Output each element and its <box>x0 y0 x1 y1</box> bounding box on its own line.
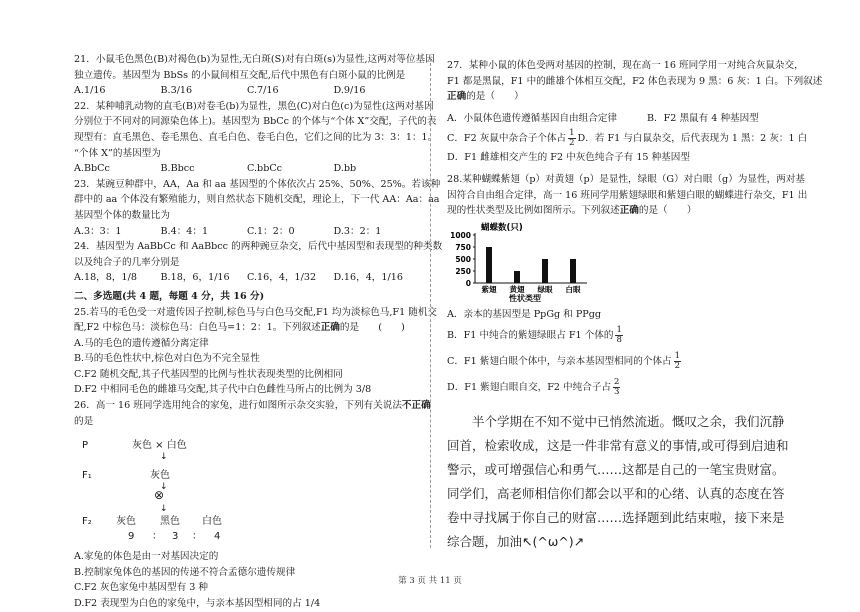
q24-option-b[interactable]: B.18，6，1/16 <box>160 272 230 284</box>
q25-tail: 的是 ( ) <box>339 322 405 334</box>
q21-option-d[interactable]: D.9/16 <box>333 85 366 97</box>
q27-options-cd <box>447 126 808 150</box>
bar-chart-svg <box>447 221 597 303</box>
q21-option-b[interactable]: B.3/16 <box>160 85 193 97</box>
q28-line-3 <box>447 203 792 219</box>
q27-tail: 的是（ ） <box>466 91 524 103</box>
chart-bar <box>542 259 548 283</box>
q21-options <box>74 83 420 99</box>
q26-line-2: 的是 <box>74 415 94 427</box>
q28-option-a[interactable]: A．亲本的基因型是 PpGg 和 PPgg <box>447 308 602 320</box>
q26-option-b[interactable]: B.控制家兔体色的基因的传递不符合孟德尔遗传规律 <box>74 566 296 578</box>
q22-line-3: 现型有：直毛黑色、卷毛黑色、直毛白色、卷毛白色，它们之间的比为 3：3：1：1。 <box>74 131 438 143</box>
q28-option-c-text: C．F1 紫翅白眼个体中，与亲本基因型相同的个体占 <box>447 355 672 367</box>
diagram-f1-label: F₁ <box>82 470 92 482</box>
diagram-f2-ratio-2: 3 <box>172 531 179 543</box>
diagram-f2-label: F₂ <box>82 516 92 528</box>
q24-line-1: 24．基因型为 AaBbCc 和 AaBbcc 的两种豌豆杂交，后代中基因型和表现型的种类数 <box>74 241 443 253</box>
diagram-f2-ratio-1: 9 <box>128 531 135 543</box>
q25-option-c[interactable]: C.F2 随机交配,其子代基因型的比例与性状表现类型的比例相同 <box>74 368 343 380</box>
q23-option-c[interactable]: C.1：2：0 <box>247 225 295 237</box>
diagram-f2-pheno-3: 白色 <box>202 516 222 528</box>
q26-line-1 <box>74 398 431 414</box>
q22-option-d[interactable]: D.bb <box>333 163 357 175</box>
arrow-down-icon: ↓ <box>160 452 168 463</box>
q28-option-d-fraction <box>613 378 620 397</box>
q24-line-2: 以及纯合子的几率分别是 <box>74 256 180 268</box>
chart-y-tick-label: 250 <box>455 266 471 276</box>
q27-line-1: 27．某种小鼠的体色受两对基因的控制，现在高一 16 班同学用一对纯合灰鼠杂交， <box>447 60 804 71</box>
q26-option-d[interactable]: D.F2 表现型为白色的家兔中，与亲本基因型相同的占 1/4 <box>74 598 321 610</box>
fraction-numerator: 1 <box>569 127 575 138</box>
chart-y-tick-label: 1000 <box>450 230 471 240</box>
q23-line-3: 基因型个体的数量比为 <box>74 209 170 221</box>
chart-category-label: 白眼 <box>565 284 581 294</box>
q28-tail: 的是（ ） <box>638 205 697 217</box>
q27-option-c-text: C．F2 灰鼠中杂合子个体占 <box>447 132 567 144</box>
q25-option-d[interactable]: D.F2 中相同毛色的雌雄马交配,其子代中白色雌性马所占的比例为 3/8 <box>74 384 372 396</box>
q27-emphasis: 正确 <box>447 91 467 103</box>
q25-emphasis: 正确 <box>320 322 340 334</box>
q28-emphasis: 正确 <box>619 205 639 217</box>
q27-option-c-fraction <box>568 129 575 148</box>
arrow-down-icon: ↓ <box>160 504 168 515</box>
q27-option-c[interactable] <box>447 129 578 148</box>
q24-options <box>74 270 420 286</box>
butterfly-bar-chart <box>447 221 792 303</box>
q28-line-2: 因符合自由组合定律，高一 16 班同学用紫翅绿眼和紫翅白眼的蝴蝶进行杂交，F1 出 <box>447 189 808 201</box>
diagram-p-cross: 灰色 × 白色 <box>132 440 187 452</box>
q22-options <box>74 161 420 177</box>
closing-message: 半个学期在不知不觉中已悄然流逝。慨叹之余，我们沉静回首，检索收成，这是一件非常有意义的事情,或可得到启迪和警示，或可增强信心和勇气……这都是自己的一笔宝贵财富。同学们，高老师相信你们都会以平和的心绪、认真的态度在答卷中寻找属于你自己的财富……选择题到此结束啦，接下来是综合题，加油↖(^ω^)↗ <box>447 414 789 550</box>
fraction-denominator: 2 <box>569 137 575 148</box>
q22-option-a[interactable]: A.BbCc <box>74 163 110 175</box>
q24-option-c[interactable]: C.16，4，1/32 <box>247 272 317 284</box>
right-column <box>447 58 823 554</box>
chart-y-tick-label: 500 <box>455 254 471 264</box>
q28-option-d[interactable] <box>447 374 792 400</box>
q28-option-b[interactable] <box>447 322 792 348</box>
q23-option-d[interactable]: D.3：2：1 <box>333 225 382 237</box>
q22-line-1: 22．某种哺乳动物的直毛(B)对卷毛(b)为显性，黑色(C)对白色(c)为显性(这两对基因 <box>74 100 434 112</box>
q25-option-b[interactable]: B.马的毛色性状中,棕色对白色为不完全显性 <box>74 353 260 365</box>
chart-category-label: 黄翅 <box>509 284 525 294</box>
q21-line-2: 独立遗传。基因型为 BbSs 的小鼠间相互交配,后代中黑色有白斑小鼠的比例是 <box>74 69 406 81</box>
chart-y-tick-label: 750 <box>455 242 471 252</box>
cross-diagram <box>74 432 420 547</box>
q25-option-a[interactable]: A.马的毛色的遗传遵循分离定律 <box>74 337 209 349</box>
chart-xlabel: 性状类型 <box>509 293 541 303</box>
q28-line-1: 28.某种蝴蝶紫翅（p）对黄翅（p）是显性，绿眼（G）对白眼（g）为显性，两对基 <box>447 173 805 185</box>
q27-option-a[interactable]: A．小鼠体色遗传遵循基因自由组合定律 <box>447 112 618 124</box>
q23-option-b[interactable]: B.4：4：1 <box>160 225 209 237</box>
chart-category-label: 绿眼 <box>537 284 553 294</box>
fraction-numerator: 2 <box>614 376 620 387</box>
q23-line-2: 群中的 aa 个体没有繁殖能力，则自然状态下随机交配，理论上，下一代 AA：Aa：aa <box>74 194 440 206</box>
q22-line-2: 分别位于不同对的同源染色体上)。基因型为 BbCc 的个体与“个体 X”交配，子代的表 <box>74 116 437 128</box>
q26-option-c[interactable]: C.F2 灰色家兔中基因型有 3 种 <box>74 582 208 594</box>
q22-option-b[interactable]: B.Bbcc <box>160 163 195 175</box>
q25-line-2 <box>74 320 420 336</box>
q28-option-c[interactable] <box>447 348 792 374</box>
chart-bar <box>570 259 576 283</box>
chart-category-label: 紫翅 <box>481 284 497 294</box>
q26-emphasis: 不正确 <box>401 400 431 412</box>
self-cross-icon: ⊗ <box>154 488 165 503</box>
arrow-down-icon: ↓ <box>160 482 168 493</box>
q27-line-2: F1 都是黑鼠，F1 中的雌雄个体相互交配，F2 体色表现为 9 黑：6 灰：1 白。下列叙述 <box>447 75 823 87</box>
diagram-f2-pheno-2: 黑色 <box>160 516 180 528</box>
fraction-denominator: 3 <box>614 386 620 397</box>
q28-line-3-text: 现的性状类型及比例如图所示。下列叙述 <box>447 205 620 217</box>
q25-line-2-text: 配,F2 中棕色马：淡棕色马：白色马=1：2：1。下列叙述 <box>74 322 321 334</box>
chart-bar <box>514 271 520 283</box>
diagram-f2-ratio-sep-2: ： <box>192 531 202 543</box>
q23-line-1: 23．某豌豆种群中，AA，Aa 和 aa 基因型的个体依次占 25%、50%、25%。若该种 <box>74 178 441 190</box>
q27-option-b[interactable]: B．F2 黑鼠有 4 种基因型 <box>647 112 759 124</box>
fraction-numerator: 1 <box>674 350 681 361</box>
q22-option-c[interactable]: C.bbCc <box>247 163 283 175</box>
q25-line-1: 25.若马的毛色受一对遗传因子控制,棕色马与白色马交配,F1 均为淡棕色马,F1 随机交 <box>74 306 438 318</box>
diagram-p-label: P <box>82 440 89 452</box>
q24-option-d[interactable]: D.16，4，1/16 <box>333 272 403 284</box>
q28-option-b-fraction <box>615 326 622 345</box>
fraction-numerator: 1 <box>616 324 622 335</box>
q21-option-c[interactable]: C.7/16 <box>247 85 279 97</box>
fraction-denominator: 2 <box>674 360 681 371</box>
q28-option-d-text: D．F1 紫翅白眼自交，F2 中纯合子占 <box>447 381 612 393</box>
diagram-f2-ratio-sep-1: ： <box>152 531 162 543</box>
q27-options-ab <box>447 111 792 127</box>
q23-option-a[interactable]: A.3：3：1 <box>74 225 122 237</box>
q21-option-a[interactable]: A.1/16 <box>74 85 106 97</box>
chart-y-tick-label: 0 <box>465 278 471 288</box>
diagram-f2-ratio-3: 4 <box>214 531 221 543</box>
q27-option-d-2[interactable]: D．F1 雌雄相交产生的 F2 中灰色纯合子有 15 种基因型 <box>447 152 690 164</box>
q23-options <box>74 224 420 240</box>
q28-option-b-text: B．F1 中纯合的紫翅绿眼占 F1 个体的 <box>447 329 614 341</box>
section-heading-multi-choice: 二、多选题(共 4 题，每题 4 分，共 16 分) <box>74 290 265 302</box>
q28-option-c-fraction <box>674 352 681 371</box>
q21-line-1: 21．小鼠毛色黑色(B)对褐色(b)为显性,无白斑(S)对有白斑(s)为显性,这两对等位基因 <box>74 54 435 65</box>
page-footer: 第 3 页 共 11 页 <box>398 576 462 586</box>
column-divider <box>430 58 431 548</box>
q27-option-d-1[interactable]: D．若 F1 与白鼠杂交，后代表现为 1 黑：2 灰：1 白 <box>577 132 808 144</box>
q26-option-a[interactable]: A.家兔的体色是由一对基因决定的 <box>74 551 219 563</box>
q26-line-1-text: 26．高一 16 班同学选用纯合的家兔，进行如图所示杂交实验，下列有关说法 <box>74 400 402 412</box>
diagram-f1: 灰色 <box>150 470 170 482</box>
diagram-f2-pheno-1: 灰色 <box>116 516 136 528</box>
q27-line-3 <box>447 89 792 105</box>
q22-line-4: “个体 X”的基因型为 <box>74 147 161 159</box>
q24-option-a[interactable]: A.18，8，1/8 <box>74 272 137 284</box>
fraction-denominator: 8 <box>616 334 622 345</box>
chart-bar <box>486 247 492 283</box>
chart-title: 蝴蝶数(只) <box>481 222 523 233</box>
